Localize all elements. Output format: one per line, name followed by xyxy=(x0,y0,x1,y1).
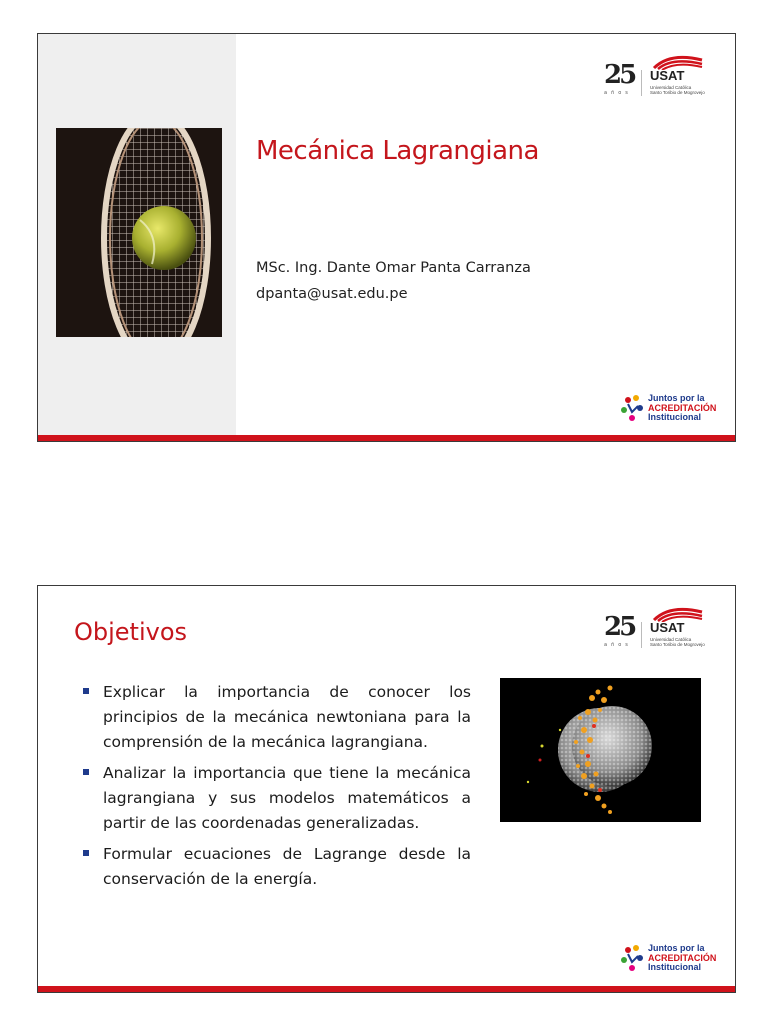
slide-title xyxy=(37,33,736,442)
accreditation-logo xyxy=(620,393,717,426)
anniversary-number: 25 xyxy=(604,60,635,90)
anniversary-logo xyxy=(604,612,635,648)
accreditation-text: Juntos por la ACREDITACIÓN Institucional xyxy=(648,393,717,422)
accreditation-logo xyxy=(620,943,717,976)
list-item xyxy=(83,761,471,836)
accreditation-figures-icon xyxy=(620,944,646,974)
accreditation-text: Juntos por la ACREDITACIÓN Institucional xyxy=(648,943,717,972)
list-item xyxy=(83,680,471,755)
objective-text: Explicar la importancia de conocer los principios de la mecánica newtoniana para la comprensión de la mecánica lagrangiana. xyxy=(103,683,471,751)
presentation-title: Mecánica Lagrangiana xyxy=(256,136,539,166)
bottom-red-bar xyxy=(38,986,735,992)
anniversary-sub: años xyxy=(604,90,632,96)
list-item xyxy=(83,842,471,892)
usat-subtitle: Universidad Católica Santo Toribio de Mogrovejo xyxy=(650,85,705,95)
bullet-square-icon xyxy=(83,850,89,856)
objectives-list xyxy=(83,680,471,898)
accreditation-figures-icon xyxy=(620,394,646,424)
bottom-red-bar xyxy=(38,435,735,441)
bullet-square-icon xyxy=(83,688,89,694)
author-email: dpanta@usat.edu.pe xyxy=(256,286,408,302)
particle-collision-image xyxy=(500,678,701,822)
objective-text: Analizar la importancia que tiene la mecánica lagrangiana y sus modelos matemáticos a partir de las coordenadas generalizadas. xyxy=(103,764,471,832)
logo-divider xyxy=(641,70,642,96)
logo-divider xyxy=(641,622,642,648)
left-panel xyxy=(38,34,236,437)
objectives-title: Objetivos xyxy=(74,618,188,646)
tennis-ball-racket-image xyxy=(56,128,222,337)
anniversary-number: 25 xyxy=(604,612,635,642)
usat-logo xyxy=(650,604,706,648)
usat-name: USAT xyxy=(650,620,685,635)
bullet-square-icon xyxy=(83,769,89,775)
anniversary-logo xyxy=(604,60,635,96)
usat-name: USAT xyxy=(650,68,685,83)
author-name: MSc. Ing. Dante Omar Panta Carranza xyxy=(256,260,531,276)
anniversary-sub: años xyxy=(604,642,632,648)
usat-subtitle: Universidad Católica Santo Toribio de Mogrovejo xyxy=(650,637,705,647)
objective-text: Formular ecuaciones de Lagrange desde la conservación de la energía. xyxy=(103,845,471,888)
slide-objectives xyxy=(37,585,736,993)
usat-logo xyxy=(650,52,706,96)
